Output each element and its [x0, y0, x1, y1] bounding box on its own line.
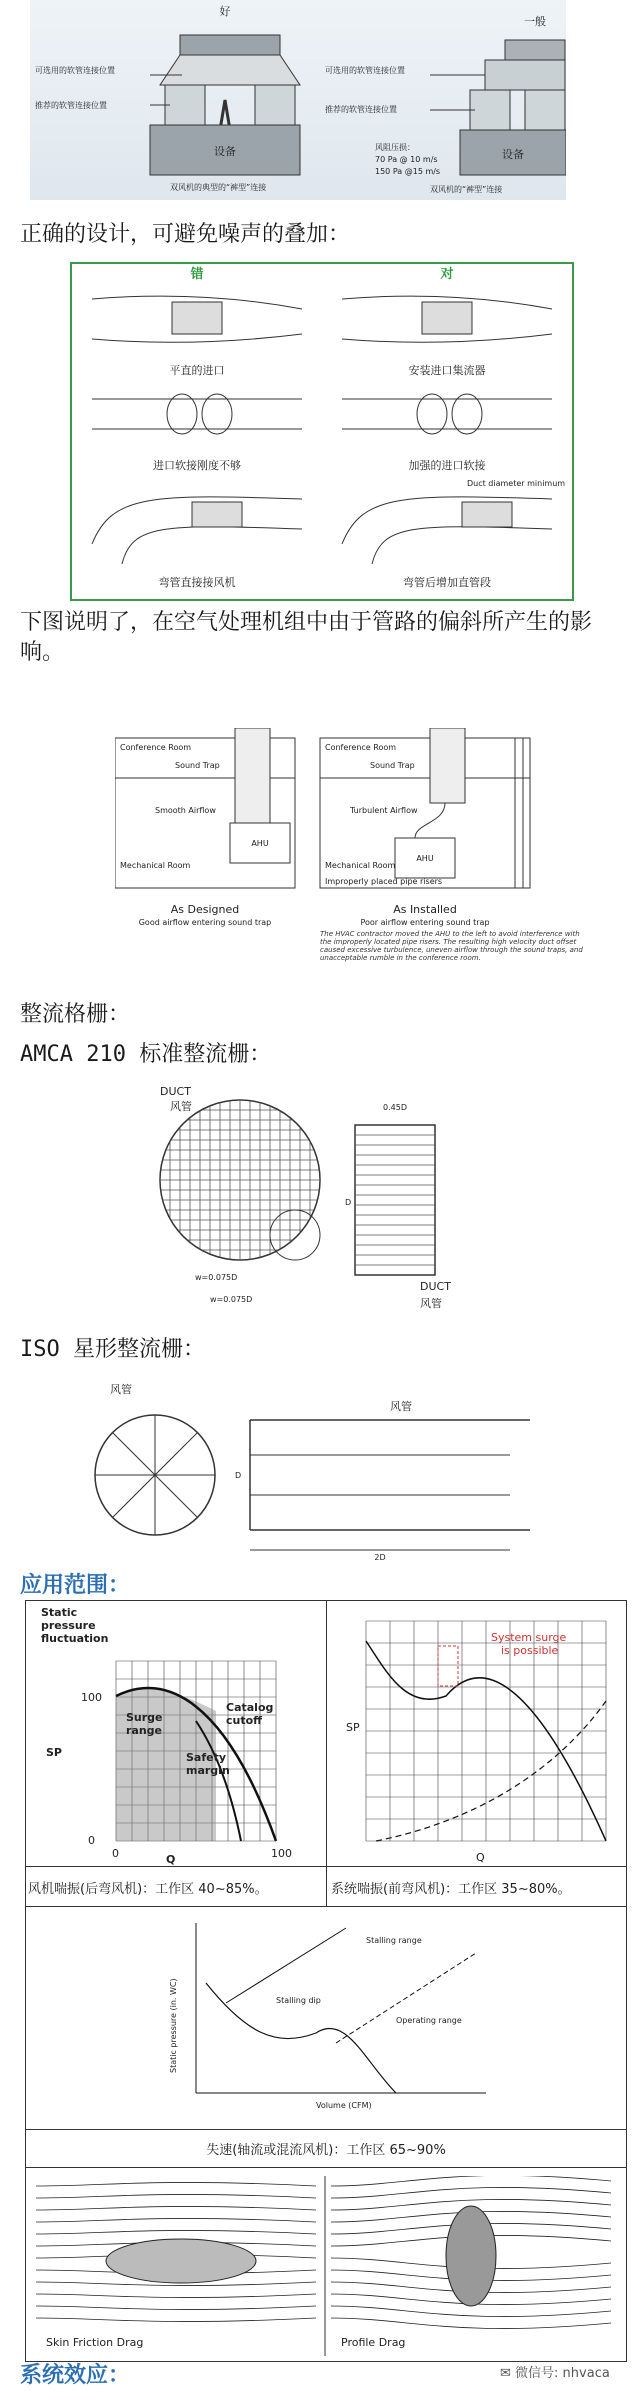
drag-skin: Skin Friction Drag — [46, 2336, 144, 2349]
c1-x100: 100 — [271, 1847, 292, 1860]
left-optional-position: 可选用的软管连接位置 — [35, 66, 115, 75]
fan-connection-figure — [30, 0, 566, 200]
right-sound-trap: Sound Trap — [370, 761, 415, 770]
right-airflow: Turbulent Airflow — [350, 806, 418, 815]
caption-elbow-straight: 弯管后增加直管段 — [403, 576, 491, 589]
fan-surge-chart — [26, 1601, 326, 1866]
c3-stalling-dip: Stalling dip — [276, 1996, 321, 2005]
drag-figure — [31, 2176, 621, 2356]
duct-label-cn: 风管 — [170, 1100, 192, 1113]
iso-dim-2d: 2D — [374, 1553, 386, 1562]
iso-drawing — [90, 1375, 550, 1565]
left-title: As Designed — [170, 903, 240, 916]
right-note-1: 70 Pa @ 10 m/s — [375, 155, 438, 164]
c1-safety: Safety — [186, 1751, 227, 1764]
c2-surge-2: is possible — [501, 1644, 559, 1657]
iso-duct-left: 风管 — [110, 1383, 132, 1396]
right-note-2: 150 Pa @15 m/s — [375, 167, 441, 176]
c3-xlabel: Volume (CFM) — [316, 2101, 372, 2110]
dim-d: D — [345, 1198, 352, 1207]
c2-surge-1: System surge — [491, 1631, 567, 1644]
heading-amca: AMCA 210 标准整流栅： — [20, 1042, 272, 1067]
c1-x0: 0 — [112, 1847, 119, 1860]
drag-profile: Profile Drag — [341, 2336, 406, 2349]
c1-cutoff: cutoff — [226, 1714, 263, 1727]
iso-dim-d: D — [235, 1471, 242, 1480]
iso-duct-right: 风管 — [390, 1400, 412, 1413]
left-equipment: 设备 — [214, 145, 236, 158]
stall-chart — [166, 1913, 496, 2113]
right-title: As Installed — [393, 903, 457, 916]
right-risers: Improperly placed pipe risers — [325, 877, 443, 886]
caption-system-surge: 系统喘振(前弯风机)：工作区 35~80%。 — [331, 1882, 571, 1897]
column-right: 对 — [440, 267, 454, 282]
c1-fluct: fluctuation — [41, 1632, 109, 1645]
label-fair: 一般 — [524, 15, 546, 28]
left-subtitle: Good airflow entering sound trap — [138, 918, 272, 927]
right-equipment: 设备 — [502, 148, 524, 161]
w-label: w=0.075D — [195, 1273, 238, 1282]
c3-stalling-range: Stalling range — [366, 1936, 422, 1945]
inlet-design-figure — [70, 262, 574, 601]
right-ahu: AHU — [416, 854, 434, 863]
system-surge-chart — [326, 1601, 626, 1866]
caption-elbow-direct: 弯管直接接风机 — [158, 576, 236, 589]
caption-weak-connector: 进口软接刚度不够 — [153, 459, 241, 472]
right-recommended-position: 推荐的软管连接位置 — [325, 105, 397, 114]
left-recommended-position: 推荐的软管连接位置 — [35, 101, 107, 110]
dim-top: 0.45D — [383, 1103, 407, 1112]
inlet-design-drawing — [72, 264, 572, 599]
amca-drawing — [130, 1085, 610, 1315]
right-room-mechanical: Mechanical Room — [325, 861, 396, 870]
left-room-mechanical: Mechanical Room — [120, 861, 191, 870]
c1-surge: Surge — [126, 1711, 163, 1724]
c1-catalog: Catalog — [226, 1701, 274, 1714]
right-subtitle: Poor airflow entering sound trap — [360, 918, 490, 927]
right-room-conference: Conference Room — [325, 743, 397, 752]
duct-diameter-note: Duct diameter minimum — [467, 479, 566, 488]
right-optional-position: 可选用的软管连接位置 — [325, 66, 405, 75]
duct2-label-cn: 风管 — [420, 1297, 442, 1310]
left-room-conference: Conference Room — [120, 743, 192, 752]
heading-application: 应用范围： — [20, 1573, 131, 1598]
heading-system-effect: 系统效应： — [20, 2363, 131, 2388]
c3-ylabel: Static pressure (in. WC) — [169, 1978, 178, 2073]
fan-connection-drawing — [30, 0, 566, 200]
left-ahu: AHU — [251, 839, 269, 848]
right-caption: 双风机的“裤型”连接 — [430, 185, 503, 194]
amca-figure — [130, 1085, 610, 1315]
c3-operating: Operating range — [396, 2016, 462, 2025]
column-wrong: 错 — [190, 267, 204, 282]
left-sound-trap: Sound Trap — [175, 761, 220, 770]
label-good: 好 — [219, 5, 231, 18]
caption-reinforced-connector: 加强的进口软接 — [408, 459, 486, 472]
ahu-offset-figure — [115, 728, 595, 968]
right-note-title: 风阻压损： — [375, 143, 415, 152]
heading-noise-design: 正确的设计，可避免噪声的叠加： — [20, 222, 351, 247]
right-note: The HVAC contractor moved the AHU to the left to avoid interference with the improperly located pipe risers. The resulting high velocity duct offset caused excessive turbulence, uneven airflow through the sound traps, and unacceptable rumble in the conference room. — [320, 930, 583, 962]
c1-y0: 0 — [88, 1834, 95, 1847]
duct2-label: DUCT — [420, 1280, 451, 1293]
wechat-icon: ✉ — [500, 2366, 511, 2381]
watermark: ✉ 微信号: nhvaca — [500, 2366, 610, 2381]
heading-ahu-offset: 下图说明了，在空气处理机组中由于管路的偏斜所产生的影响。 — [20, 610, 593, 665]
caption-fan-surge: 风机喘振(后弯风机)：工作区 40~85%。 — [28, 1882, 268, 1897]
c1-range: range — [126, 1724, 163, 1737]
left-caption: 双风机的典型的“裤型”连接 — [170, 183, 267, 192]
heading-iso: ISO 星形整流栅： — [20, 1337, 205, 1362]
c2-ylabel: SP — [346, 1721, 360, 1734]
caption-straight-inlet: 平直的进口 — [169, 364, 225, 377]
heading-straightener: 整流格栅： — [20, 1002, 131, 1027]
c1-margin: margin — [186, 1764, 230, 1777]
left-airflow: Smooth Airflow — [155, 806, 216, 815]
caption-stall: 失速(轴流或混流风机)：工作区 65~90% — [206, 2143, 446, 2158]
c1-y100: 100 — [81, 1691, 102, 1704]
c2-xlabel: Q — [476, 1851, 485, 1864]
c1-ylabel: SP — [46, 1746, 62, 1759]
c1-static: Static — [41, 1606, 78, 1619]
w2-label: w=0.075D — [210, 1295, 253, 1304]
application-figure — [25, 1600, 627, 2362]
iso-figure — [90, 1375, 550, 1565]
c1-pressure: pressure — [41, 1619, 96, 1632]
duct-label: DUCT — [160, 1085, 191, 1098]
c1-xlabel: Q — [166, 1853, 176, 1866]
caption-inlet-bell: 安装进口集流器 — [408, 364, 486, 377]
